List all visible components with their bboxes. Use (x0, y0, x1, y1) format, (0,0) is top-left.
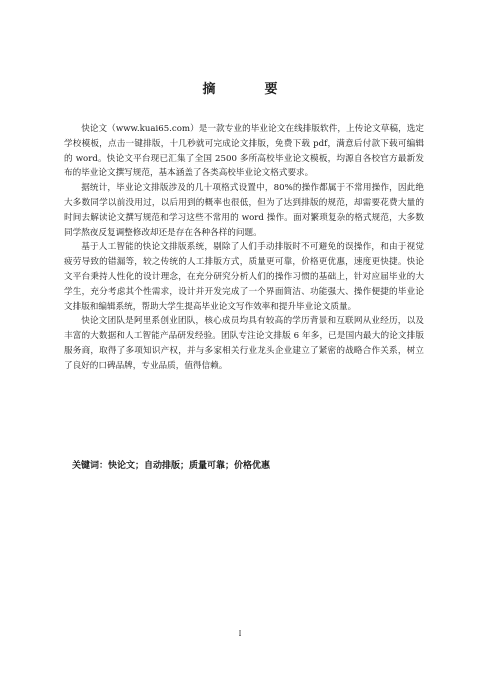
page-number: I (238, 630, 242, 638)
abstract-paragraph-4: 快论文团队是阿里系创业团队，核心成员均具有较高的学历背景和互联网从业经历，以及丰富的大数据和人工智能产品研发经验。团队专注论文排版 6 年多，已是国内最大的论文排版服务商，取得了多项知识产权，并与多家相关行业龙头企业建立了紧密的战略合作关系，树立了良好的口碑品牌，专业品质，值得信赖。 (64, 316, 424, 371)
keywords-line: 关键词：快论文；自动排版；质量可靠；价格优惠 (72, 461, 271, 471)
abstract-paragraph-1: 快论文（www.kuai65.com）是一款专业的毕业论文在线排版软件，上传论文草稿，选定学校模板，点击一键排版，十几秒就可完成论文排版，免费下载 pdf，满意后付款下载可编辑的 word。快论文平台现已汇集了全国 2500 多所高校毕业论文模板，均源自各校官方最新发布的毕业论文撰写规范，基本涵盖了各类高校毕业论文格式要求。 (64, 124, 424, 179)
page-title: 摘 要 (202, 82, 296, 97)
abstract-paragraph-2: 据统计，毕业论文排版涉及的几十项格式设置中，80%的操作都属于不常用操作，因此绝大多数同学以前没用过，以后用到的概率也很低，但为了达到排版的规范，却需要花费大量的时间去解读论文撰写规范和学习这些不常用的 word 操作。面对繁琐复杂的格式规范，大多数同学熬夜反复调整修改却还是存在各种各样的问题。 (64, 183, 424, 238)
abstract-body (64, 122, 424, 374)
abstract-paragraph-3: 基于人工智能的快论文排版系统，剔除了人们手动排版时不可避免的误操作，和由于视觉疲劳导致的错漏等，较之传统的人工排版方式，质量更可靠，价格更优惠，速度更快捷。快论文平台秉持人性化的设计理念，在充分研究分析人们的操作习惯的基础上，针对应届毕业的大学生，充分考虑其个性需求，设计并开发完成了一个界面简洁、功能强大、操作便捷的毕业论文排版和编辑系统，帮助大学生提高毕业论文写作效率和提升毕业论文质量。 (64, 242, 424, 312)
